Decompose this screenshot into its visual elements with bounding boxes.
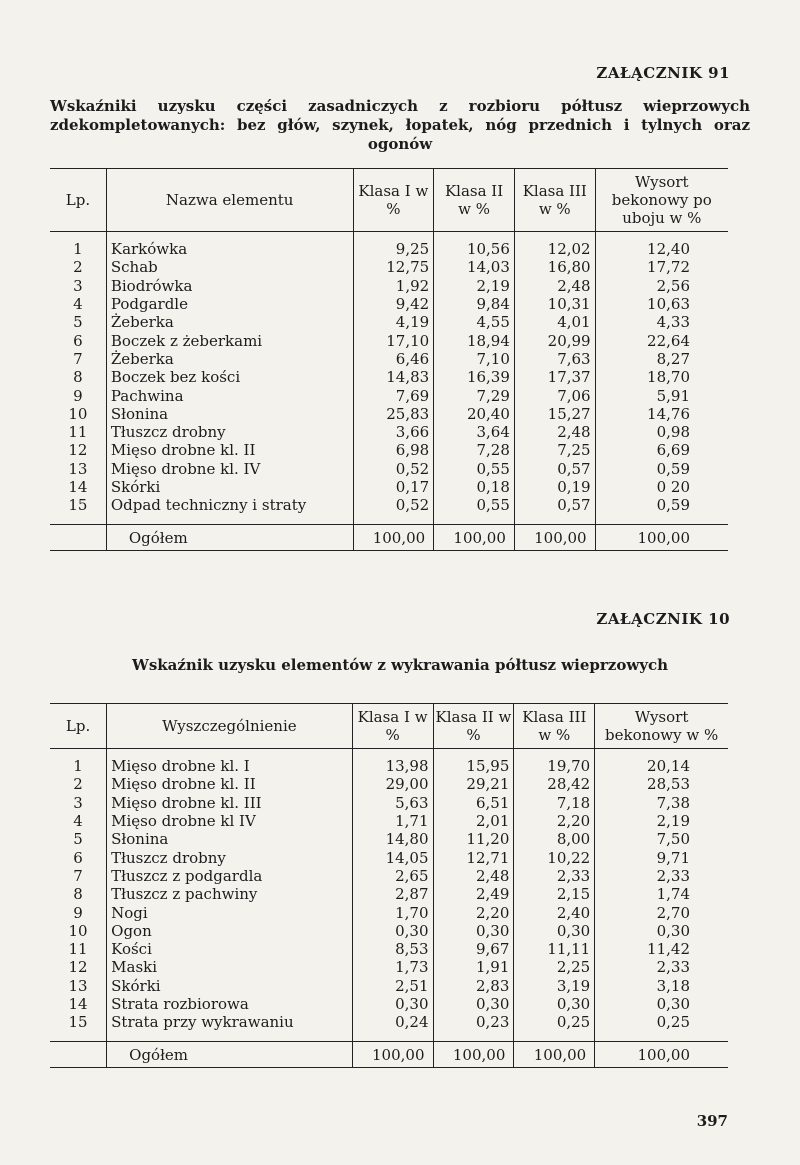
table-row [50, 441, 728, 459]
cell-class-1: 0,30 [352, 995, 433, 1013]
cell-class-3: 0,25 [514, 1013, 595, 1042]
cell-class-2: 0,18 [434, 478, 515, 496]
cell-class-2: 29,21 [433, 775, 514, 793]
cell-lp: 8 [73, 368, 83, 387]
table-row [50, 478, 728, 496]
cell-class-2: 2,20 [433, 903, 514, 921]
table-row [50, 386, 728, 404]
cell-class-3: 19,70 [514, 749, 595, 776]
total-cell-name: Ogółem [106, 525, 353, 550]
cell-name: Schab [106, 258, 353, 276]
table-header-row [50, 704, 728, 749]
cell-name: Maski [107, 958, 353, 976]
cell-class-2: 18,94 [434, 331, 515, 349]
cell-bacon: 2,19 [595, 812, 728, 830]
cell-name: Strata przy wykrawaniu [107, 1013, 353, 1042]
table-row [50, 496, 728, 525]
cell-class-3: 7,06 [514, 386, 595, 404]
cell-bacon: 5,91 [595, 386, 728, 404]
total-cell-class-2: 100,00 [434, 525, 515, 550]
cell-class-1: 13,98 [352, 749, 433, 776]
cell-lp: 5 [73, 313, 83, 332]
cell-lp: 1 [73, 240, 83, 259]
table-row [50, 331, 728, 349]
table-row [50, 350, 728, 368]
cell-class-3: 12,02 [514, 232, 595, 259]
cell-name: Tłuszcz drobny [107, 848, 353, 866]
table-row [50, 277, 728, 295]
cell-name: Pachwina [106, 386, 353, 404]
total-cell-lp [50, 525, 106, 550]
total-cell-class-3: 100,00 [514, 525, 595, 550]
cell-lp: 10 [68, 404, 88, 423]
cell-name: Żeberka [106, 313, 353, 331]
cell-class-2: 7,29 [434, 386, 515, 404]
cell-name: Kości [107, 940, 353, 958]
header-class-2: Klasa II w % [433, 704, 514, 749]
cell-name: Karkówka [106, 232, 353, 259]
total-cell-class-3: 100,00 [514, 1042, 595, 1067]
cell-lp: 7 [73, 349, 83, 368]
cell-class-2: 0,30 [433, 995, 514, 1013]
cell-lp: 9 [73, 903, 83, 922]
header-bacon: Wysort bekonowy w % [595, 704, 728, 749]
cell-lp: 8 [73, 885, 83, 904]
total-cell-class-1: 100,00 [353, 525, 434, 550]
cell-bacon: 2,56 [595, 277, 728, 295]
cell-class-3: 0,19 [514, 478, 595, 496]
cell-name: Skórki [106, 478, 353, 496]
total-cell-bacon: 100,00 [595, 1042, 728, 1067]
cell-class-3: 10,31 [514, 295, 595, 313]
header-class-1: Klasa I w % [353, 169, 434, 232]
cell-lp: 4 [73, 295, 83, 314]
total-cell-lp [50, 1042, 107, 1067]
cell-class-1: 0,17 [353, 478, 434, 496]
cell-class-1: 7,69 [353, 386, 434, 404]
table-row [50, 958, 728, 976]
table-row [50, 460, 728, 478]
cell-class-2: 7,10 [434, 350, 515, 368]
cell-bacon: 17,72 [595, 258, 728, 276]
cell-lp: 13 [68, 976, 88, 995]
cell-name: Mięso drobne kl IV [107, 812, 353, 830]
page-number: 397 [696, 1112, 728, 1130]
cell-bacon: 28,53 [595, 775, 728, 793]
total-row [50, 525, 728, 550]
cell-bacon: 6,69 [595, 441, 728, 459]
cell-class-2: 11,20 [433, 830, 514, 848]
table-row [50, 295, 728, 313]
cell-bacon: 18,70 [595, 368, 728, 386]
total-cell-class-1: 100,00 [352, 1042, 433, 1067]
cell-class-3: 2,25 [514, 958, 595, 976]
table-row [50, 885, 728, 903]
cell-class-1: 12,75 [353, 258, 434, 276]
cell-lp: 12 [68, 958, 88, 977]
cell-lp: 6 [73, 331, 83, 350]
table-body [50, 749, 728, 1068]
cell-bacon: 0,98 [595, 423, 728, 441]
cell-class-1: 14,83 [353, 368, 434, 386]
cell-lp: 7 [73, 866, 83, 885]
cell-bacon: 1,74 [595, 885, 728, 903]
cell-class-3: 8,00 [514, 830, 595, 848]
cell-name: Tłuszcz z pachwiny [107, 885, 353, 903]
total-cell-name: Ogółem [107, 1042, 353, 1067]
cell-class-1: 1,71 [352, 812, 433, 830]
cell-class-1: 3,66 [353, 423, 434, 441]
table-row [50, 775, 728, 793]
cell-class-1: 2,65 [352, 867, 433, 885]
cell-class-1: 14,80 [352, 830, 433, 848]
table-row [50, 922, 728, 940]
cell-name: Biodrówka [106, 277, 353, 295]
cell-name: Tłuszcz z podgardla [107, 867, 353, 885]
cell-bacon: 7,50 [595, 830, 728, 848]
cell-class-2: 2,48 [433, 867, 514, 885]
total-cell-class-2: 100,00 [433, 1042, 514, 1067]
cell-name: Nogi [107, 903, 353, 921]
cell-lp: 1 [73, 757, 83, 776]
cell-class-1: 1,73 [352, 958, 433, 976]
table-row [50, 232, 728, 259]
cell-class-2: 3,64 [434, 423, 515, 441]
cell-bacon: 0,59 [595, 460, 728, 478]
cell-class-2: 16,39 [434, 368, 515, 386]
cell-name: Skórki [107, 977, 353, 995]
cell-name: Słonina [106, 405, 353, 423]
cell-class-1: 0,30 [352, 922, 433, 940]
table-body [50, 232, 728, 551]
cell-bacon: 2,33 [595, 867, 728, 885]
cell-class-3: 17,37 [514, 368, 595, 386]
table-row [50, 977, 728, 995]
cell-bacon: 0,59 [595, 496, 728, 525]
cell-bacon: 0 20 [595, 478, 728, 496]
table-row [50, 812, 728, 830]
cell-class-2: 0,23 [433, 1013, 514, 1042]
table-header-row [50, 169, 728, 232]
cell-name: Mięso drobne kl. I [107, 749, 353, 776]
header-lp: Lp. [50, 169, 106, 232]
cell-name: Strata rozbiorowa [107, 995, 353, 1013]
table-row [50, 848, 728, 866]
cell-lp: 15 [68, 1013, 88, 1032]
cell-class-3: 28,42 [514, 775, 595, 793]
cell-name: Ogon [107, 922, 353, 940]
cell-bacon: 20,14 [595, 749, 728, 776]
cell-name: Słonina [107, 830, 353, 848]
cell-lp: 13 [68, 459, 88, 478]
cell-class-1: 2,51 [352, 977, 433, 995]
cell-name: Mięso drobne kl. III [107, 794, 353, 812]
cell-class-3: 11,11 [514, 940, 595, 958]
cell-class-3: 10,22 [514, 848, 595, 866]
cell-name: Boczek z żeberkami [106, 331, 353, 349]
cell-class-2: 15,95 [433, 749, 514, 776]
table-row [50, 867, 728, 885]
cell-class-1: 29,00 [352, 775, 433, 793]
cell-name: Podgardle [106, 295, 353, 313]
cell-lp: 4 [73, 812, 83, 831]
table-row [50, 258, 728, 276]
cell-name: Mięso drobne kl. II [106, 441, 353, 459]
cell-bacon: 8,27 [595, 350, 728, 368]
header-bacon: Wysort bekonowy po uboju w % [595, 169, 728, 232]
cell-lp: 10 [68, 921, 88, 940]
cell-class-1: 6,98 [353, 441, 434, 459]
cell-bacon: 2,33 [595, 958, 728, 976]
header-name: Wyszczególnienie [107, 704, 353, 749]
annex-91-table [50, 168, 728, 551]
cell-class-1: 4,19 [353, 313, 434, 331]
cell-class-3: 2,33 [514, 867, 595, 885]
header-lp: Lp. [50, 704, 107, 749]
table-row [50, 749, 728, 776]
cell-lp: 12 [68, 441, 88, 460]
header-class-3: Klasa III w % [514, 169, 595, 232]
cell-class-2: 0,55 [434, 496, 515, 525]
cell-class-2: 9,67 [433, 940, 514, 958]
annex-10-table [50, 703, 728, 1068]
cell-class-1: 25,83 [353, 405, 434, 423]
cell-bacon: 3,18 [595, 977, 728, 995]
cell-class-2: 10,56 [434, 232, 515, 259]
cell-class-1: 8,53 [352, 940, 433, 958]
total-row [50, 1042, 728, 1067]
cell-class-3: 20,99 [514, 331, 595, 349]
table-row [50, 940, 728, 958]
cell-class-3: 7,25 [514, 441, 595, 459]
cell-class-3: 2,48 [514, 277, 595, 295]
cell-class-2: 9,84 [434, 295, 515, 313]
cell-lp: 14 [68, 995, 88, 1013]
cell-class-2: 2,19 [434, 277, 515, 295]
cell-bacon: 0,30 [595, 922, 728, 940]
cell-lp: 14 [68, 478, 88, 496]
cell-class-3: 4,01 [514, 313, 595, 331]
table-row [50, 830, 728, 848]
cell-class-2: 0,30 [433, 922, 514, 940]
cell-name: Tłuszcz drobny [106, 423, 353, 441]
cell-bacon: 9,71 [595, 848, 728, 866]
cell-class-3: 0,57 [514, 460, 595, 478]
cell-class-3: 2,15 [514, 885, 595, 903]
header-class-2: Klasa II w % [434, 169, 515, 232]
cell-class-2: 1,91 [433, 958, 514, 976]
cell-class-1: 6,46 [353, 350, 434, 368]
cell-class-2: 7,28 [434, 441, 515, 459]
cell-lp: 5 [73, 830, 83, 849]
cell-class-3: 2,40 [514, 903, 595, 921]
table-row [50, 1013, 728, 1042]
cell-class-2: 2,83 [433, 977, 514, 995]
cell-class-2: 0,55 [434, 460, 515, 478]
cell-lp: 2 [73, 258, 83, 277]
annex-10-label: ZAŁĄCZNIK 10 [596, 610, 730, 628]
cell-class-1: 14,05 [352, 848, 433, 866]
cell-class-1: 2,87 [352, 885, 433, 903]
cell-class-1: 1,92 [353, 277, 434, 295]
cell-name: Boczek bez kości [106, 368, 353, 386]
cell-class-1: 17,10 [353, 331, 434, 349]
cell-class-2: 14,03 [434, 258, 515, 276]
cell-bacon: 4,33 [595, 313, 728, 331]
cell-class-2: 20,40 [434, 405, 515, 423]
cell-lp: 9 [73, 386, 83, 405]
table-row [50, 405, 728, 423]
cell-class-1: 0,24 [352, 1013, 433, 1042]
cell-class-3: 0,30 [514, 922, 595, 940]
cell-bacon: 22,64 [595, 331, 728, 349]
cell-name: Mięso drobne kl. IV [106, 460, 353, 478]
cell-bacon: 14,76 [595, 405, 728, 423]
cell-bacon: 7,38 [595, 794, 728, 812]
cell-bacon: 0,25 [595, 1013, 728, 1042]
table-row [50, 794, 728, 812]
total-cell-bacon: 100,00 [595, 525, 728, 550]
cell-class-1: 0,52 [353, 460, 434, 478]
cell-class-1: 9,25 [353, 232, 434, 259]
table-row [50, 995, 728, 1013]
cell-lp: 11 [68, 423, 88, 442]
cell-class-3: 16,80 [514, 258, 595, 276]
cell-class-3: 0,57 [514, 496, 595, 525]
cell-bacon: 0,30 [595, 995, 728, 1013]
cell-class-2: 4,55 [434, 313, 515, 331]
cell-name: Odpad techniczny i straty [106, 496, 353, 525]
cell-lp: 3 [73, 793, 83, 812]
annex-91-label: ZAŁĄCZNIK 91 [596, 64, 730, 82]
cell-class-3: 7,18 [514, 794, 595, 812]
cell-name: Mięso drobne kl. II [107, 775, 353, 793]
header-name: Nazwa elementu [106, 169, 353, 232]
annex-91-title: Wskaźniki uzysku części zasadniczych z rozbioru półtusz wieprzowych zdekompletowanych: bez głów, szynek, łopatek, nóg przednich i tylnych oraz ogonów [50, 97, 750, 153]
cell-class-2: 2,49 [433, 885, 514, 903]
table-row [50, 313, 728, 331]
cell-lp: 2 [73, 775, 83, 794]
cell-bacon: 12,40 [595, 232, 728, 259]
table-row [50, 903, 728, 921]
cell-class-2: 12,71 [433, 848, 514, 866]
annex-10-title: Wskaźnik uzysku elementów z wykrawania półtusz wieprzowych [131, 656, 668, 674]
header-class-1: Klasa I w % [352, 704, 433, 749]
cell-class-3: 0,30 [514, 995, 595, 1013]
cell-class-3: 2,48 [514, 423, 595, 441]
cell-bacon: 2,70 [595, 903, 728, 921]
cell-class-3: 7,63 [514, 350, 595, 368]
cell-lp: 15 [68, 496, 88, 515]
table-row [50, 368, 728, 386]
header-class-3: Klasa III w % [514, 704, 595, 749]
cell-class-2: 2,01 [433, 812, 514, 830]
cell-lp: 3 [73, 276, 83, 295]
cell-lp: 11 [68, 940, 88, 959]
cell-class-3: 2,20 [514, 812, 595, 830]
cell-lp: 6 [73, 848, 83, 867]
cell-bacon: 10,63 [595, 295, 728, 313]
cell-class-3: 15,27 [514, 405, 595, 423]
cell-class-1: 0,52 [353, 496, 434, 525]
cell-bacon: 11,42 [595, 940, 728, 958]
cell-class-3: 3,19 [514, 977, 595, 995]
cell-name: Żeberka [106, 350, 353, 368]
cell-class-1: 9,42 [353, 295, 434, 313]
cell-class-1: 5,63 [352, 794, 433, 812]
cell-class-1: 1,70 [352, 903, 433, 921]
table-row [50, 423, 728, 441]
cell-class-2: 6,51 [433, 794, 514, 812]
